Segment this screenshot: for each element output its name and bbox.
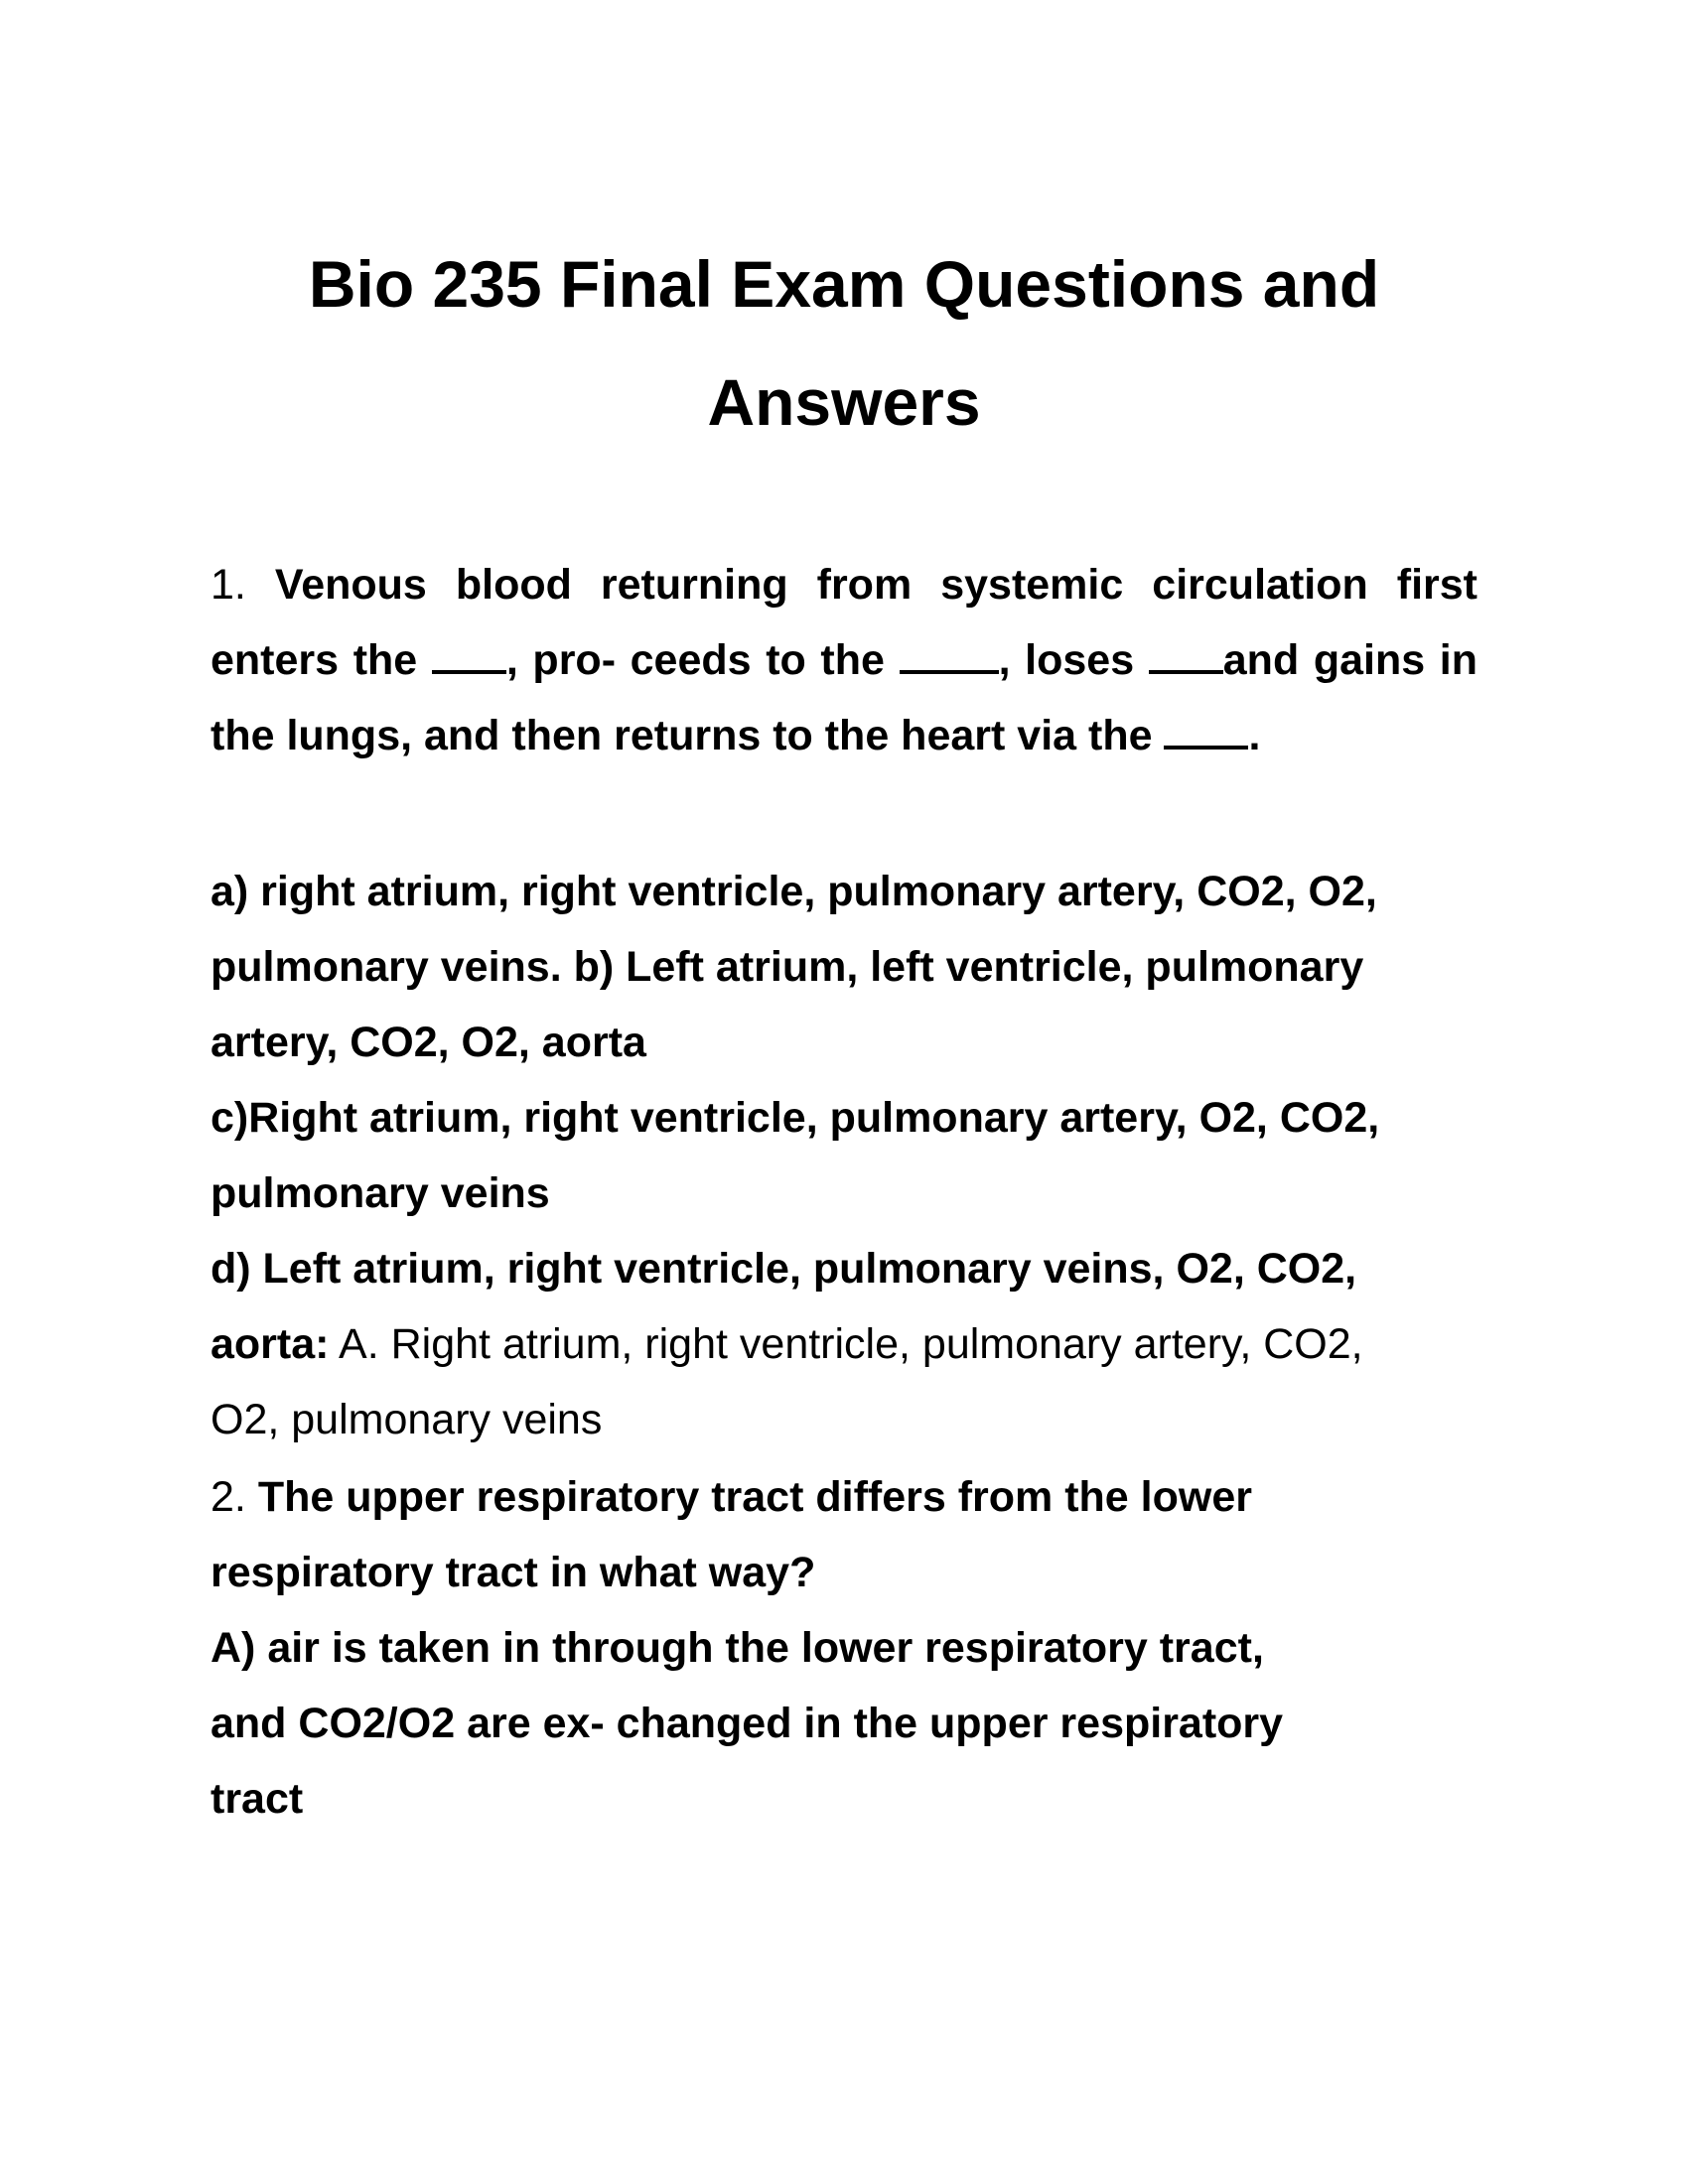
- option-d-line-2: aorta:: [211, 1320, 330, 1368]
- fill-blank-1: [432, 631, 506, 674]
- question-2-option-a-line-3: tract: [211, 1775, 304, 1823]
- question-2-number: 2.: [211, 1473, 258, 1521]
- question-2: [211, 1459, 1477, 1837]
- option-a-line-1: a) right atrium, right ventricle, pulmonary artery, CO2, O2,: [211, 868, 1377, 915]
- question-1-text-part-3: , loses: [998, 636, 1149, 684]
- option-c-line-2: pulmonary veins: [211, 1169, 550, 1217]
- question-2-option-a-line-2: and CO2/O2 are ex- changed in the upper respiratory: [211, 1700, 1284, 1747]
- option-c-line-1: c)Right atrium, right ventricle, pulmonary artery, O2, CO2,: [211, 1094, 1380, 1142]
- question-1-text-end: .: [1248, 712, 1261, 759]
- page-title-line-2: Answers: [707, 365, 981, 439]
- fill-blank-2: [900, 631, 999, 674]
- question-1-text-part-2: , pro- ceeds to the: [505, 636, 900, 684]
- answer-line-2: O2, pulmonary veins: [211, 1396, 603, 1443]
- question-1-stem: [211, 547, 1477, 773]
- option-d-line-1: d) Left atrium, right ventricle, pulmonary veins, O2, CO2,: [211, 1245, 1357, 1293]
- question-1-text-part-1: Venous blood returning from systemic circulation first enters the: [211, 561, 1477, 684]
- answer-line-1: A. Right atrium, right ventricle, pulmonary artery, CO2,: [329, 1320, 1363, 1368]
- fill-blank-4: [1164, 707, 1248, 750]
- question-2-stem-line-1: The upper respiratory tract differs from the lower: [257, 1473, 1252, 1521]
- fill-blank-3: [1149, 631, 1223, 674]
- question-2-option-a-line-1: A) air is taken in through the lower respiratory tract,: [211, 1624, 1264, 1672]
- option-b-line-2: artery, CO2, O2, aorta: [211, 1019, 646, 1066]
- option-d-answer-line: [211, 1306, 1477, 1382]
- question-2-line-1: [211, 1459, 1477, 1535]
- question-1-options: [211, 854, 1477, 1457]
- page-title-line-1: Bio 235 Final Exam Questions and: [308, 247, 1380, 321]
- question-1-text-part-4: and gains in the lungs, and then returns to the heart via the: [211, 636, 1478, 759]
- question-1-number: 1.: [211, 561, 275, 609]
- question-2-stem-line-2: respiratory tract in what way?: [211, 1549, 816, 1596]
- option-a-b-line-2: pulmonary veins. b) Left atrium, left ventricle, pulmonary: [211, 943, 1364, 991]
